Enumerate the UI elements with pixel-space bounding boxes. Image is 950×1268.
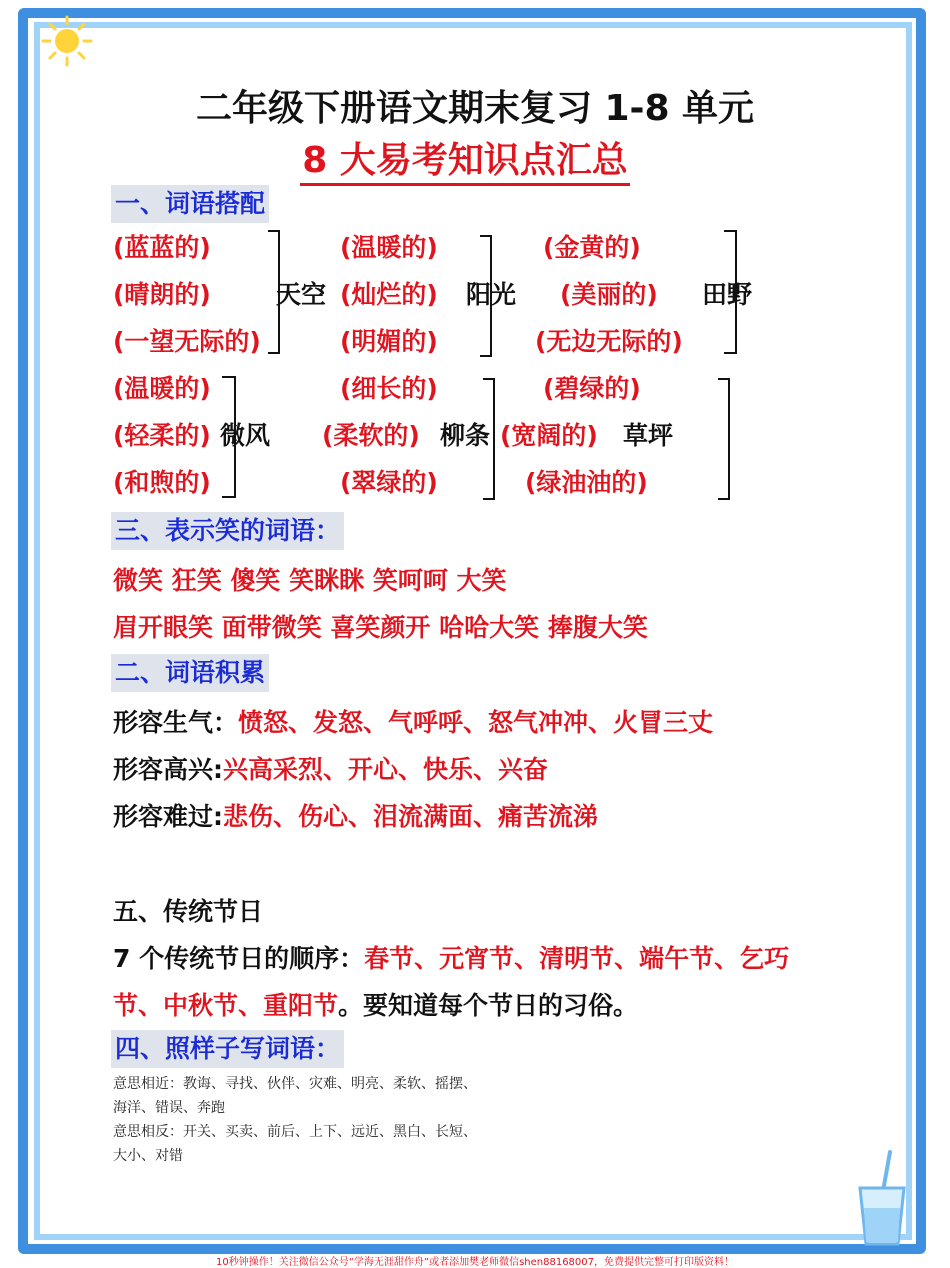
accumulation-row: [113, 797, 598, 833]
collocation-word: (细长的): [340, 374, 438, 403]
accumulation-words: 兴高采烈、开心、快乐、兴奋: [223, 755, 549, 784]
collocation-word: (蓝蓝的): [113, 233, 211, 262]
collocation-noun: 阳光: [466, 280, 517, 309]
collocation-word: (柔软的): [322, 421, 420, 450]
festival-list: 节、中秋节、重阳节: [113, 991, 339, 1020]
collocation-word: (晴朗的): [113, 280, 211, 309]
example-line: 意思相近：教诲、寻找、伙伴、灾难、明亮、柔软、摇摆、: [113, 1076, 477, 1092]
collocation-noun: 田野: [702, 280, 753, 309]
collocation-word: (无边无际的): [535, 327, 683, 356]
footer-note: 10秒钟操作！关注微信公众号“学海无涯甜作舟”或者添加樊老师微信shen88168007，免费提供完整可打印版资料！: [215, 1257, 735, 1268]
collocation-word: (绿油油的): [525, 468, 648, 497]
festival-list: 春节、元宵节、清明节、端午节、乞巧: [364, 944, 790, 973]
accumulation-label: 形容高兴:: [113, 755, 223, 784]
collocation-word: (明媚的): [340, 327, 438, 356]
section-heading-collocation: 一、词语搭配: [111, 185, 269, 223]
festival-line-2: [113, 986, 638, 1022]
collocation-word: (和煦的): [113, 468, 211, 497]
example-line: 意思相反：开关、买卖、前后、上下、远近、黑白、长短、: [113, 1124, 477, 1140]
page-title: 二年级下册语文期末复习 1-8 单元: [195, 88, 755, 129]
page-subtitle: 8 大易考知识点汇总: [0, 132, 930, 183]
collocation-noun: 微风: [220, 421, 271, 450]
collocation-word: (一望无际的): [113, 327, 261, 356]
drink-cup-icon: [850, 1148, 914, 1248]
section-heading-laugh: 三、表示笑的词语：: [111, 512, 344, 550]
accumulation-row: [113, 750, 548, 786]
collocation-word: (金黄的): [543, 233, 641, 262]
bracket: [718, 378, 730, 500]
collocation-word: (美丽的): [560, 280, 658, 309]
collocation-noun: 天空: [276, 280, 327, 309]
collocation-noun: 柳条: [440, 421, 491, 450]
accumulation-label: 形容生气：: [113, 708, 239, 737]
collocation-word: (温暖的): [340, 233, 438, 262]
collocation-noun: 草坪: [623, 421, 674, 450]
accumulation-row: [113, 703, 713, 739]
collocation-word: (碧绿的): [543, 374, 641, 403]
collocation-word: (温暖的): [113, 374, 211, 403]
example-line: 大小、对错: [113, 1148, 183, 1164]
festival-label: 7 个传统节日的顺序：: [113, 944, 365, 973]
collocation-word: (宽阔的): [500, 421, 598, 450]
accumulation-label: 形容难过:: [113, 802, 223, 831]
section-heading-festivals: 五、传统节日: [113, 897, 264, 926]
collocation-word: (翠绿的): [340, 468, 438, 497]
accumulation-words: 悲伤、伤心、泪流满面、痛苦流涕: [223, 802, 599, 831]
collocation-word: (灿烂的): [340, 280, 438, 309]
sun-icon: [40, 14, 94, 68]
accumulation-words: 愤怒、发怒、气呼呼、怒气冲冲、火冒三丈: [238, 708, 714, 737]
laugh-words-line-2: 眉开眼笑 面带微笑 喜笑颜开 哈哈大笑 捧腹大笑: [113, 613, 648, 642]
laugh-words-line-1: 微笑 狂笑 傻笑 笑眯眯 笑呵呵 大笑: [113, 566, 507, 595]
section-heading-accumulation: 二、词语积累: [111, 654, 269, 692]
festival-note: 。要知道每个节日的习俗。: [338, 991, 639, 1020]
section-heading-examples: 四、照样子写词语：: [111, 1030, 344, 1068]
example-line: 海洋、错误、奔跑: [113, 1100, 225, 1116]
collocation-word: (轻柔的): [113, 421, 211, 450]
festival-line-1: [113, 939, 789, 975]
